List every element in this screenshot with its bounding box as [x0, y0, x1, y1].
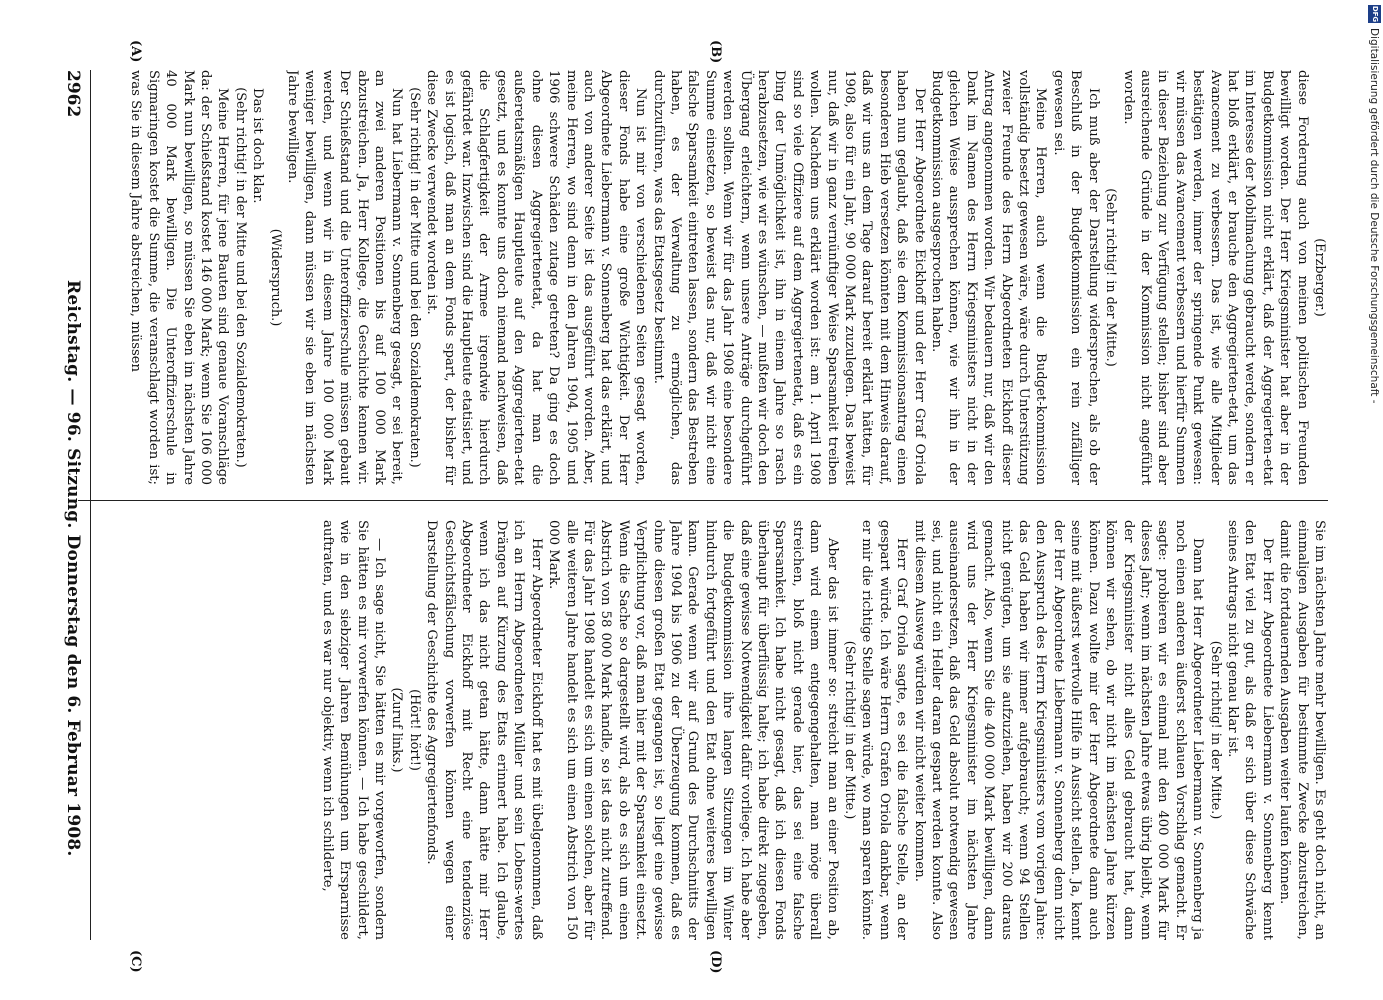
paragraph: Meine Herren, für jene Bauten sind genaue Voranschläge da: der Schießstand kostet 146 000 Mark; wenn Sie 106 000 Mark nun bewilligen, so müssen Sie eben im nächsten Jahre 40 000 Mark bewilligen. Die Unteroffizierschule in Sigmaringen kostet die Summe, die veranschlagt worden ist; was Sie in diesem Jahre abstreichen, müssen — [128, 70, 231, 485]
reaction: (Sehr richtig! in der Mitte.) — [1207, 640, 1223, 820]
speaker-name: (Erzberger.) — [1312, 238, 1327, 317]
digitization-sidebar — [1365, 0, 1383, 1000]
paragraph: — Ich sage nicht, Sie hätten es mir vorgeworfen, sondern Sie hätten es mir vorwerfen können. — Ich habe geschildert, wie in den siebziger Jahren Bemühungen um Ersparnisse auftraten, und es war nur objektiv, wenn ich schilderte, — [319, 520, 388, 940]
paragraph: Der Herr Abgeordnete Liebermann v. Sonnenberg kennt den Etat viel zu gut, als daß er sich über diese Schwäche seines Antrags nicht genau klar ist. — [1224, 520, 1275, 940]
right-column — [103, 520, 1328, 940]
reaction: (Widerspruch.) — [267, 228, 283, 327]
margin-mark-a: (A) — [128, 40, 143, 63]
left-column — [103, 70, 1328, 485]
paragraph: Aber das ist immer so: streicht man an einer Position ab, dann wird einem entgegengehalten, man möge überall streichen, bloß nicht gerade hier, das sei eine falsche Sparsamkeit. Ich habe nicht gesagt, daß ich diesen Fonds überhaupt für überflüssig halte; ich habe direkt zugegeben, daß eine gewisse Notwendigkeit dafür vorliege. Ich habe aber die Budgetkommission ihre langen Sitzungen im Winter hindurch fortgeführt und den Etat ohne weiteres bewilligen kann. Gerade wenn wir auf Grund des Durchschnitts der Jahre 1904 bis 1906 zu der Überzeugung kommen, daß es ohne diesen großen Etat gegangen ist, so liegt eine gewisse Verpflichtung vor, daß man hier mit der Sparsamkeit einsetzt. Wenn die Sache so dargestellt wird, als ob es sich um einen Abstrich von 58 000 Mark handle, so ist das nicht zutreffend. Für das Jahr 1908 handelt es sich um einen solchen, aber für alle weiteren Jahre handelt es sich um einen Abstrich von 150 000 Mark. — [546, 520, 840, 940]
reaction: (Zuruf links.) — [389, 687, 405, 773]
paragraph: diese Forderung auch von meinen politischen Freunden bewilligt worden. Der Herr Kriegsminister hat aber in der Budgetkommission nicht erklärt, daß der Aggregierten-etat im Interesse der Mobilmachung gebraucht werde, sondern er hat bloß erklärt, er brauche den Aggregierten-etat, um das Avancement zu verbessern. Das ist, wie alle Mitglieder bestätigen werden, immer der springende Punkt gewesen: wir müssen das Avancement verbessern und hierfür Summen in dieser Beziehung zur Verfügung stellen; bisher sind aber ausreichende Gründe in der Kommission nicht angeführt worden. — [1120, 70, 1310, 485]
page-header — [57, 70, 83, 930]
margin-mark-c: (C) — [128, 950, 143, 973]
paragraph: Nun hat Liebermann v. Sonnenberg gesagt, er sei bereit, an zwei anderen Positionen bis auf 100 000 Mark abzustreichen. Ja, Herr Kollege, die Geschichte kennen wir. Der Schießstand und die Unteroffizierschule müssen gebaut werden, und wenn wir in diesem Jahre 100 000 Mark weniger bewilligen, dann müssen wir sie eben im nächsten Jahre bewilligen. — [285, 70, 405, 485]
reaction: (Sehr richtig! in der Mitte.) — [1103, 188, 1119, 367]
dfg-logo: DFG — [1368, 5, 1381, 23]
paragraph: Sie im nächsten Jahre mehr bewilligen. Es geht doch nicht, an einmaligen Ausgaben für bestimmte Zwecke abzustreichen, damit die fortdauernden Ausgaben weiter laufen können. — [1277, 520, 1327, 940]
paragraph: Der Herr Abgeordnete Eickhoff und der Herr Graf Oriola haben nun geglaubt, daß sie dem Kommissionsantrag einen besonderen Hieb versetzen könnten mit dem Hinweis darauf, daß wir uns an dem Tage darauf bereit erklärt hätten, für 1908, also für ein Jahr, 90 000 Mark zuzulegen. Das beweist nur, daß wir in ganz vernünftiger Weise Sparsamkeit treiben wollen. Nachdem uns erklärt worden ist: am 1. April 1908 sind so viele Offiziere auf dem Aggregiertenetat, daß es ein Ding der Unmöglichkeit ist, ihn in einem Jahre so rasch herabzusetzen, wie wir es wünschen, — mußten wir doch den Übergang erleichtern, wenn unsere Anträge durchgeführt werden sollten. Wenn wir für das Jahr 1908 eine besondere Summe einsetzen, so beweist das nur, daß wir nicht eine falsche Sparsamkeit eintreten lassen, sondern das Bestreben haben, es der Verwaltung zu ermöglichen, das durchzuführen, was das Etatsgesetz bestimmt. — [650, 70, 927, 485]
margin-mark-b: (B) — [708, 40, 723, 64]
paragraph: Das ist doch klar. — [250, 88, 266, 204]
reaction: (Sehr richtig! in der Mitte und bei den Sozialdemokraten.) — [406, 87, 422, 468]
page-title: Reichstag. — 96. Sitzung. Donnerstag den 6. Februar 1908. — [63, 280, 83, 857]
paragraph: Meine Herren, auch wenn die Budget-kommission vollständig besetzt gewesen wäre, wäre durch Unterstützung zweier Freunde des Herrn Abgeordneten Eickhoff dieser Antrag angenommen worden. Wir bedauern nur, daß wir den Dank im Namen des Herrn Kriegsministers nicht in der gleichen Weise aussprechen können, wie wir ihn in der Budgetkommission ausgesprochen haben. — [929, 70, 1049, 485]
reaction: (Sehr richtig! in der Mitte.) — [842, 640, 858, 820]
digitization-note: Digitalisierung gefördert durch die Deutsche Forschungsgemeinschaft - — [1368, 28, 1380, 404]
paragraph: Ich muß aber der Darstellung widersprechen, als ob der Beschluß in der Budgetkommission ein rein zufälliger gewesen sei. — [1050, 70, 1101, 485]
margin-mark-d: (D) — [708, 950, 723, 974]
header-rule — [90, 70, 91, 940]
paragraph: Herr Graf Oriola sagte, es sei die falsche Stelle, an der gespart würde. Ich wäre Herrn Grafen Oriola dankbar, wenn er mir die richtige Stelle sagen würde, wo man sparen könnte. — [859, 520, 910, 940]
paragraph: Dann hat Herr Abgeordneter Liebermann v. Sonnenberg ja noch einen anderen äußerst schlauen Vorschlag gemacht. Er sagte: probieren wir es einmal mit den 400 000 Mark für dieses Jahr; wenn im nächsten Jahre etwas übrig bleibt, wenn der Kriegsminister nicht alles Geld gebraucht hat, dann können wir sehen, ob wir nicht im nächsten Jahre kürzen können. Dazu wollte mir der Herr Abgeordnete dann auch seine mit äußerst wertvolle Hilfe in Aussicht stellen. Ja, kennt der Herr Abgeordnete Liebermann v. Sonnenberg denn nicht den Ausspruch des Herrn Kriegsministers vom vorigen Jahre: das Geld haben wir immer aufgebraucht; wenn 94 Stellen nicht genügten, um sie aufzuziehen, haben wir 200 daraus gemacht. Also, wenn Sie die 400 000 Mark bewilligen, dann wird uns der Herr Kriegsminister im nächsten Jahre auseinandersetzen, daß das Geld absolut notwendig gewesen sei, und nicht ein Heller daran gespart werden konnte. Also mit diesem Ausweg würden wir nicht weiter kommen. — [911, 520, 1206, 940]
paragraph: Nun ist mir von verschiedenen Seiten gesagt worden, dieser Fonds habe eine große Wichtigkeit. Der Herr Abgeordnete Liebermann v. Sonnenberg hat das erklärt, und auch von anderer Seite ist das ausgeführt worden. Aber, meine Herren, wo sind denn in den Jahren 1904, 1905 und 1906 schwere Schäden zutage getreten? Da ging es doch ohne diesen Aggregiertenetat, da hat man die außeretatsmäßigen Hauptleute auf den Aggregierten-etat gesetzt, und es konnte uns doch niemand nachweisen, daß die Schlagfertigkeit der Armee irgendwie hierdurch gefährdet war. Inzwischen sind die Hauptleute etatisiert, und es ist logisch, daß man an dem Fonds spart, der bisher für diese Zwecke verwendet worden ist. — [424, 70, 649, 485]
reaction: (Hört! hört!) — [406, 689, 422, 771]
reaction: (Sehr richtig! in der Mitte und bei den Sozialdemokraten.) — [232, 87, 248, 468]
paragraph: Herr Abgeordneter Eickhoff hat es mit übelgenommen, daß ich an Herrn Abgeordneten Müller und sein Lobens-wertes Drängen auf Kürzung des Etats erinnert habe. Ich glaube, wenn ich das nicht getan hätte, dann hätte mir Herr Abgeordneter Eickhoff mit Recht eine tendenziöse Geschichtsfälschung vorwerfen können wegen einer Darstellung der Geschichte des Aggregiertenfonds. — [424, 520, 544, 940]
page-number: 2962 — [63, 70, 83, 118]
column-divider — [78, 500, 1328, 501]
